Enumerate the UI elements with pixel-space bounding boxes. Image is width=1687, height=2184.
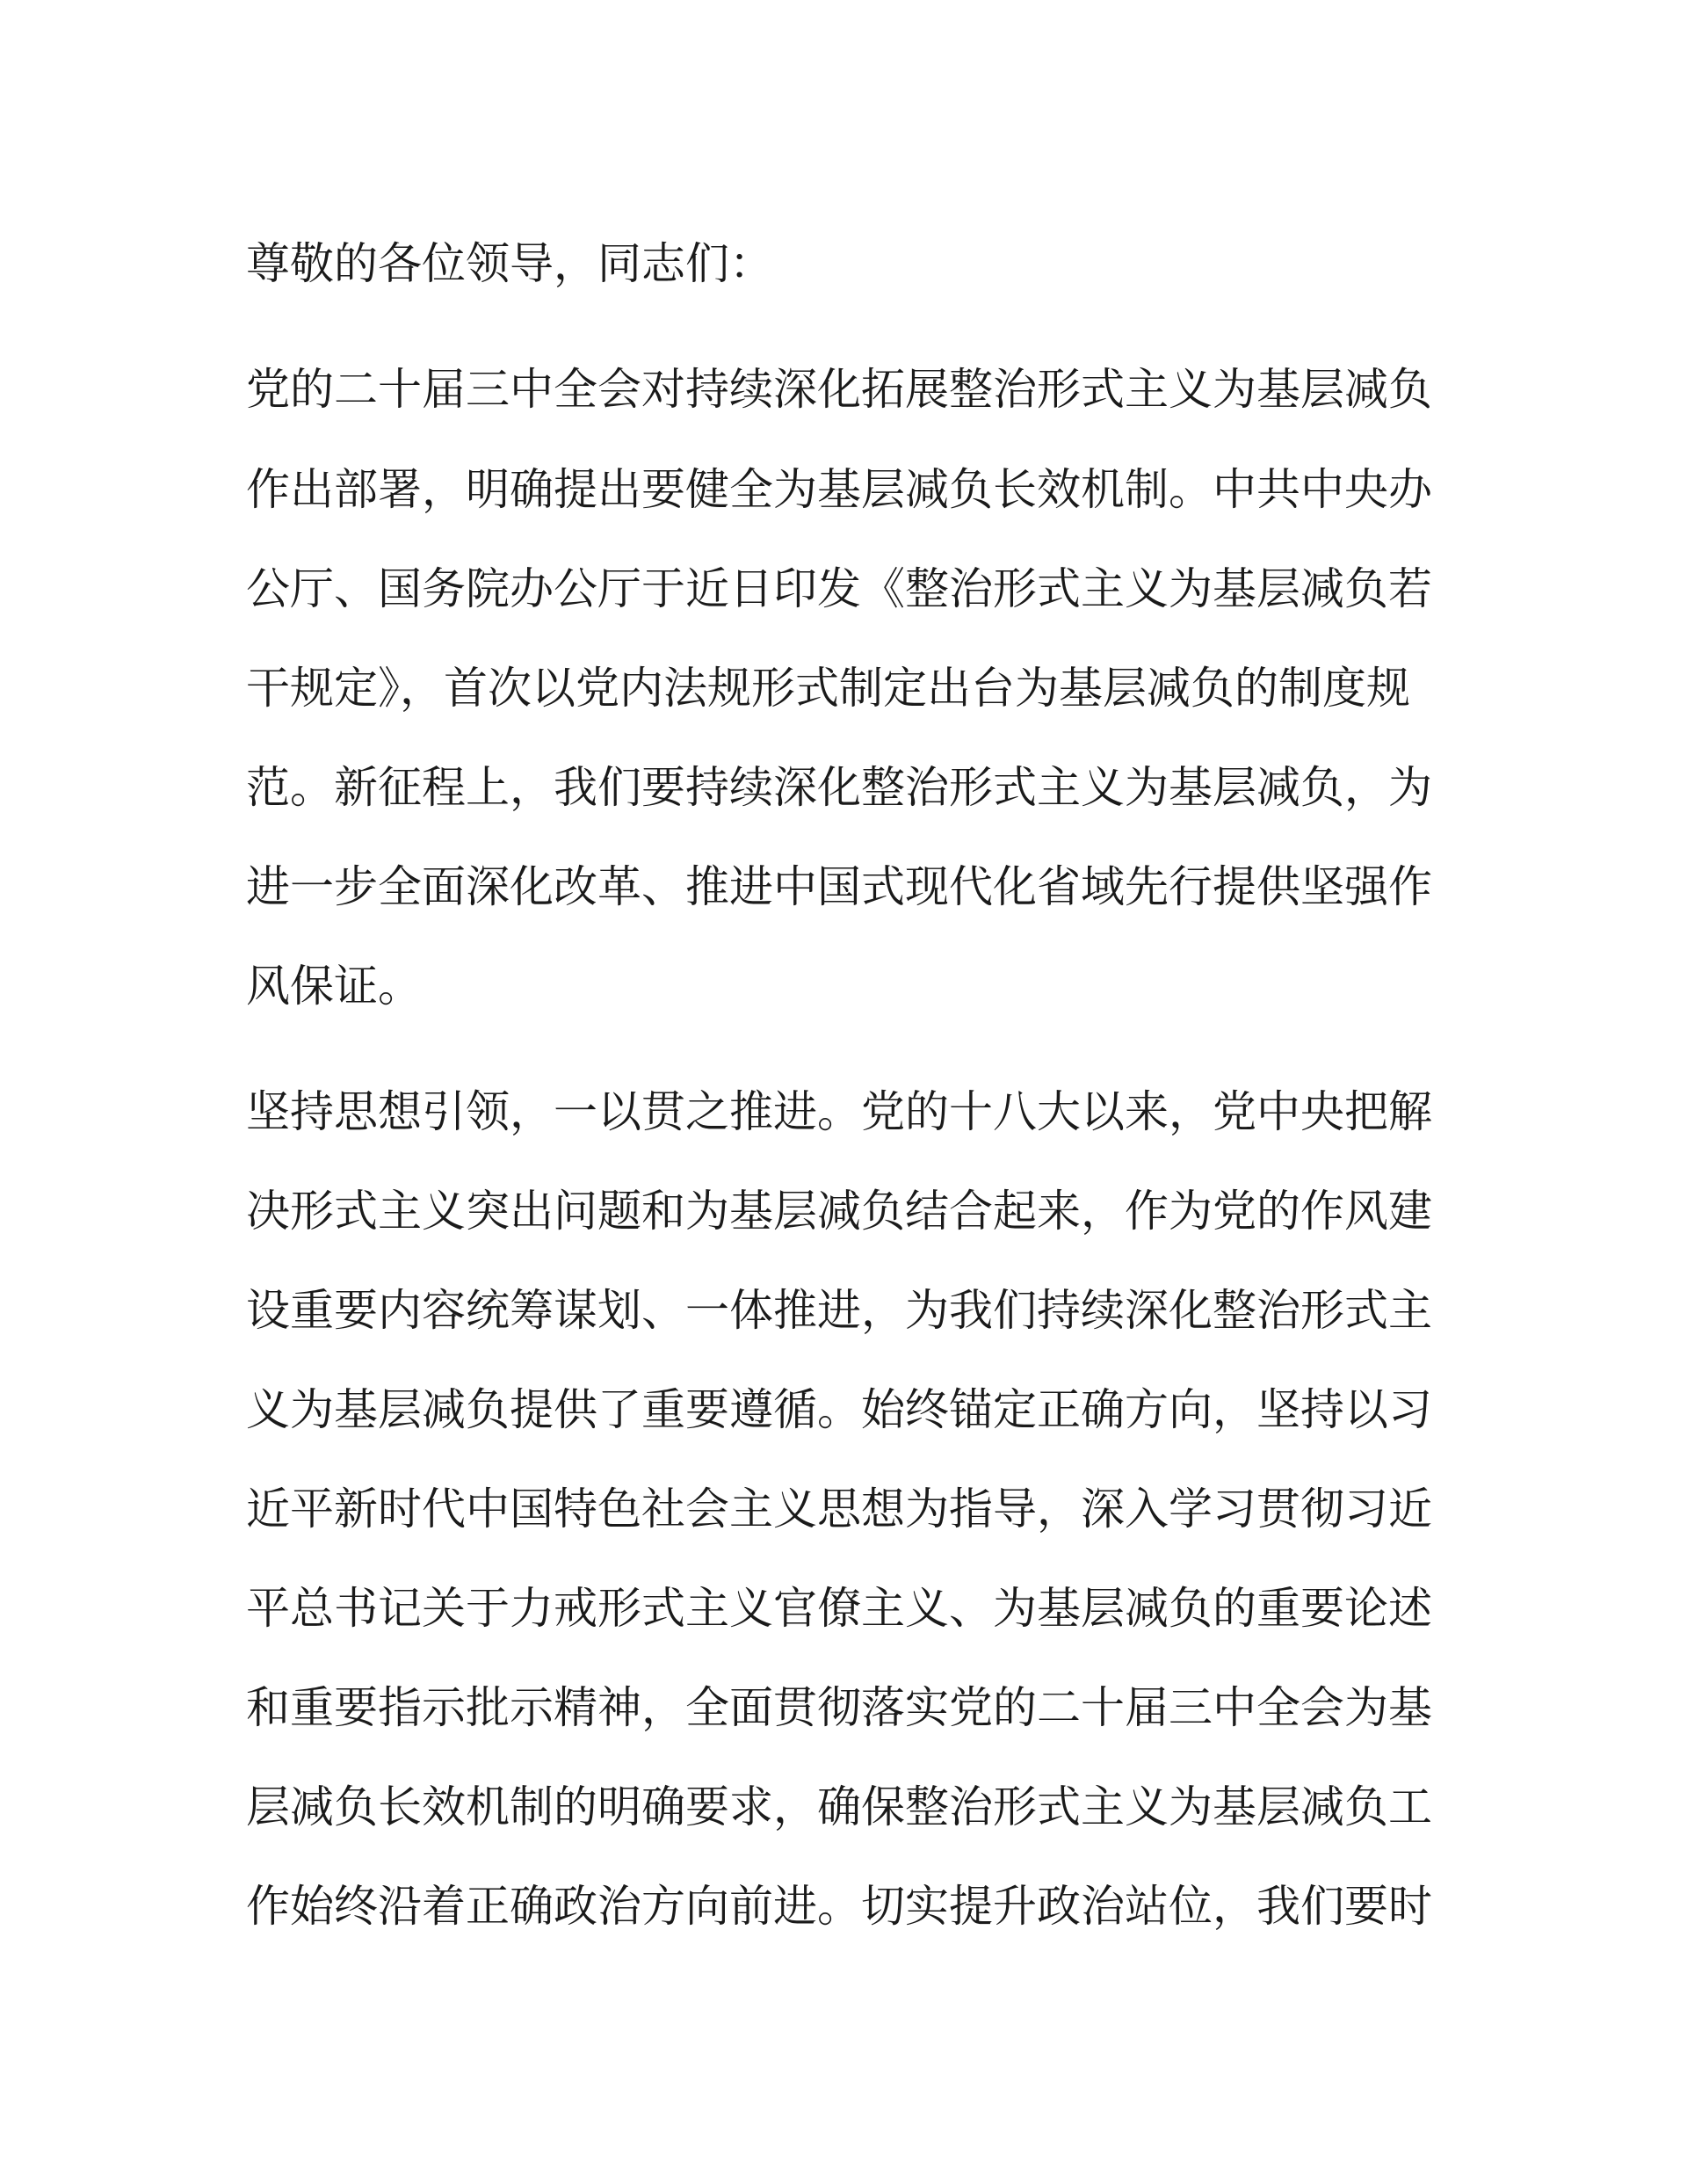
paragraph-line: 层减负长效机制的明确要求，确保整治形式主义为基层减负工 bbox=[246, 1781, 1432, 1832]
paragraph-line: 近平新时代中国特色社会主义思想为指导，深入学习贯彻习近 bbox=[246, 1484, 1432, 1535]
paragraph-line: 作始终沿着正确政治方向前进。切实提升政治站位，我们要时 bbox=[246, 1881, 1432, 1932]
paragraph-line: 设重要内容统筹谋划、一体推进，为我们持续深化整治形式主 bbox=[246, 1285, 1432, 1336]
salutation: 尊敬的各位领导，同志们： bbox=[246, 238, 773, 289]
paragraph-line: 进一步全面深化改革、推进中国式现代化省域先行提供坚强作 bbox=[246, 861, 1432, 912]
paragraph-line: 风保证。 bbox=[246, 961, 422, 1012]
paragraph-line: 平总书记关于力戒形式主义官僚主义、为基层减负的重要论述 bbox=[246, 1583, 1432, 1634]
paragraph-line: 义为基层减负提供了重要遵循。始终锚定正确方向，坚持以习 bbox=[246, 1384, 1432, 1435]
paragraph-line: 公厅、国务院办公厅于近日印发《整治形式主义为基层减负若 bbox=[246, 563, 1432, 614]
paragraph-line: 坚持思想引领，一以贯之推进。党的十八大以来，党中央把解 bbox=[246, 1086, 1432, 1137]
paragraph-line: 和重要指示批示精神，全面贯彻落实党的二十届三中全会为基 bbox=[246, 1682, 1432, 1733]
paragraph-line: 党的二十届三中全会对持续深化拓展整治形式主义为基层减负 bbox=[246, 364, 1432, 415]
paragraph-line: 决形式主义突出问题和为基层减负结合起来，作为党的作风建 bbox=[246, 1186, 1432, 1237]
paragraph-line: 作出部署，明确提出要健全为基层减负长效机制。中共中央办 bbox=[246, 464, 1432, 515]
paragraph-line: 范。新征程上，我们要持续深化整治形式主义为基层减负，为 bbox=[246, 762, 1432, 813]
paragraph-line: 干规定》，首次以党内法规形式制定出台为基层减负的制度规 bbox=[246, 663, 1410, 714]
